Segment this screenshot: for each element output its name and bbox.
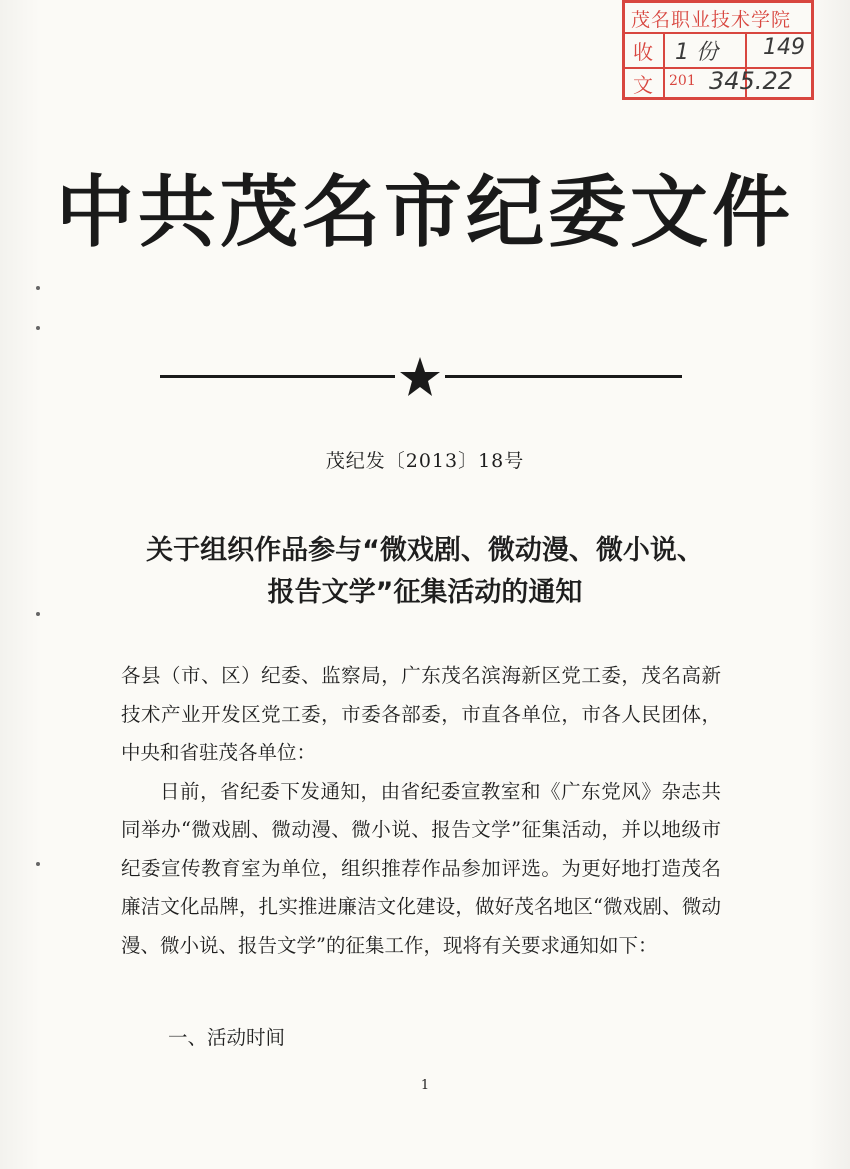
stamp-date: 345.22 [709,67,793,95]
notice-title-line1: 关于组织作品参与“微戏剧、微动漫、微小说、 [146,535,704,566]
document-header-title: 中共茂名市纪委文件 [55,167,794,258]
section-heading: 一、活动时间 [168,1026,286,1049]
stamp-year: 201 [669,73,696,89]
header-rule-left [160,375,395,378]
body-text [121,657,721,965]
notice-title-line2: 报告文学”征集活动的通知 [267,577,583,608]
punch-mark [36,862,40,866]
stamp-label-receive: 收 [633,40,653,64]
page-number: 1 [420,1078,430,1093]
stamp-institution: 茂名职业技术学院 [631,9,792,31]
receipt-stamp [622,0,814,100]
stamp-copies: 1 份 [675,40,718,65]
star-icon [399,356,441,398]
body-paragraph: 日前，省纪委下发通知，由省纪委宣教室和《广东党风》杂志共同举办“微戏剧、微动漫、微小说、报告文学”征集活动，并以地级市纪委宣传教育室为单位，组织推荐作品参加评选。为更好地打造茂名廉洁文化品牌，扎实推进廉洁文化建设，做好茂名地区“微戏剧、微动漫、微小说、报告文学”的征集工作，现将有关要求通知如下： [121,779,721,957]
punch-mark [36,286,40,290]
punch-mark [36,326,40,330]
stamp-number: 149 [763,35,805,60]
stamp-label-doc: 文 [633,73,653,97]
addressee-paragraph: 各县（市、区）纪委、监察局，广东茂名滨海新区党工委，茂名高新技术产业开发区党工委，市委各部委，市直各单位，市各人民团体，中央和省驻茂各单位： [121,664,721,764]
document-number: 茂纪发〔2013〕18号 [325,450,525,472]
header-rule-right [445,375,682,378]
notice-title [0,530,850,614]
